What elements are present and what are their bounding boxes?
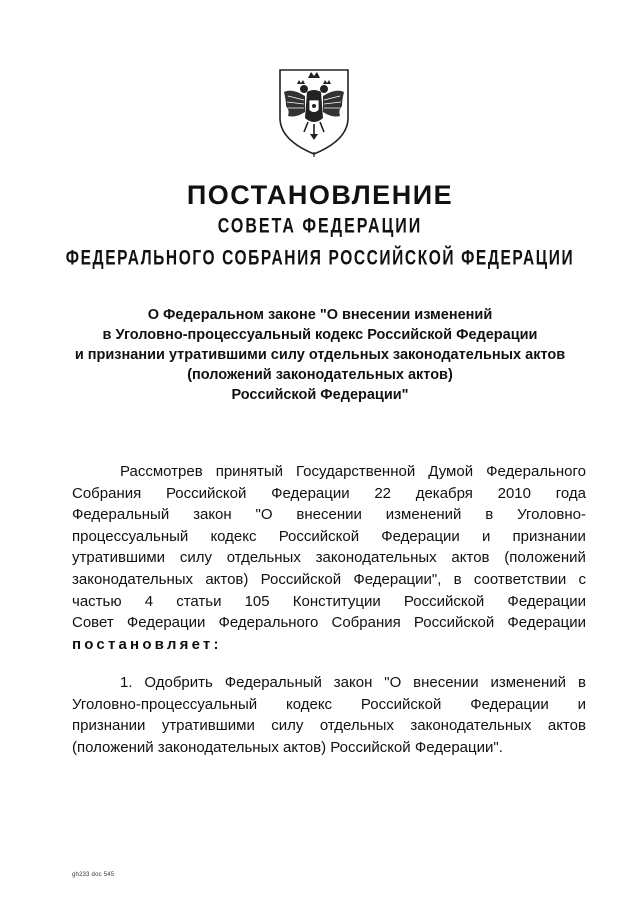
- document-title: ПОСТАНОВЛЕНИЕ: [186, 180, 454, 210]
- resolution-subject: [60, 305, 580, 405]
- resolves-keyword: постановляет:: [72, 635, 222, 653]
- text-line: Федеральный закон "О внесении изменений в Уголовно-: [72, 506, 586, 524]
- document-reference: gh233 doc 545: [72, 872, 115, 878]
- text-line: частью 4 статьи 105 Конституции Российской Федерации: [72, 592, 586, 610]
- issuer-line-1: СОВЕТА ФЕДЕРАЦИИ: [217, 215, 423, 238]
- text-line: законодательных актов) Российской Федерации", в соответствии с: [72, 570, 586, 588]
- text-line: Совет Федерации Федерального Собрания Российской Федерации: [72, 614, 586, 632]
- text-line: 1. Одобрить Федеральный закон "О внесении изменений в: [120, 674, 586, 691]
- text-line: Рассмотрев принятый Государственной Думой Федерального: [120, 463, 586, 480]
- text-line: Собрания Российской Федерации 22 декабря 2010 года: [72, 484, 586, 502]
- subject-line: в Уголовно-процессуальный кодекс Российской Федерации: [102, 327, 538, 343]
- subject-line: и признании утратившими силу отдельных законодательных актов: [74, 347, 566, 363]
- coat-of-arms-icon: [274, 66, 354, 158]
- text-line: Уголовно-процессуальный кодекс Российской Федерации и: [72, 695, 586, 713]
- text-line: (положений законодательных актов) Российской Федерации".: [72, 738, 503, 756]
- preamble-paragraph: [72, 461, 586, 655]
- text-line: утратившими силу отдельных законодательных актов (положений: [72, 549, 586, 567]
- subject-line: Российской Федерации": [231, 387, 409, 403]
- text-line: процессуальный кодекс Российской Федерации и признании: [72, 527, 586, 545]
- text-line: признании утратившими силу отдельных законодательных актов: [72, 717, 586, 735]
- text-line: [72, 634, 586, 656]
- subject-line: (положений законодательных актов): [187, 367, 453, 383]
- decision-item-1: [72, 672, 586, 758]
- subject-line: О Федеральном законе "О внесении изменений: [147, 307, 493, 323]
- issuer-line-2: ФЕДЕРАЛЬНОГО СОБРАНИЯ РОССИЙСКОЙ ФЕДЕРАЦИИ: [65, 247, 575, 270]
